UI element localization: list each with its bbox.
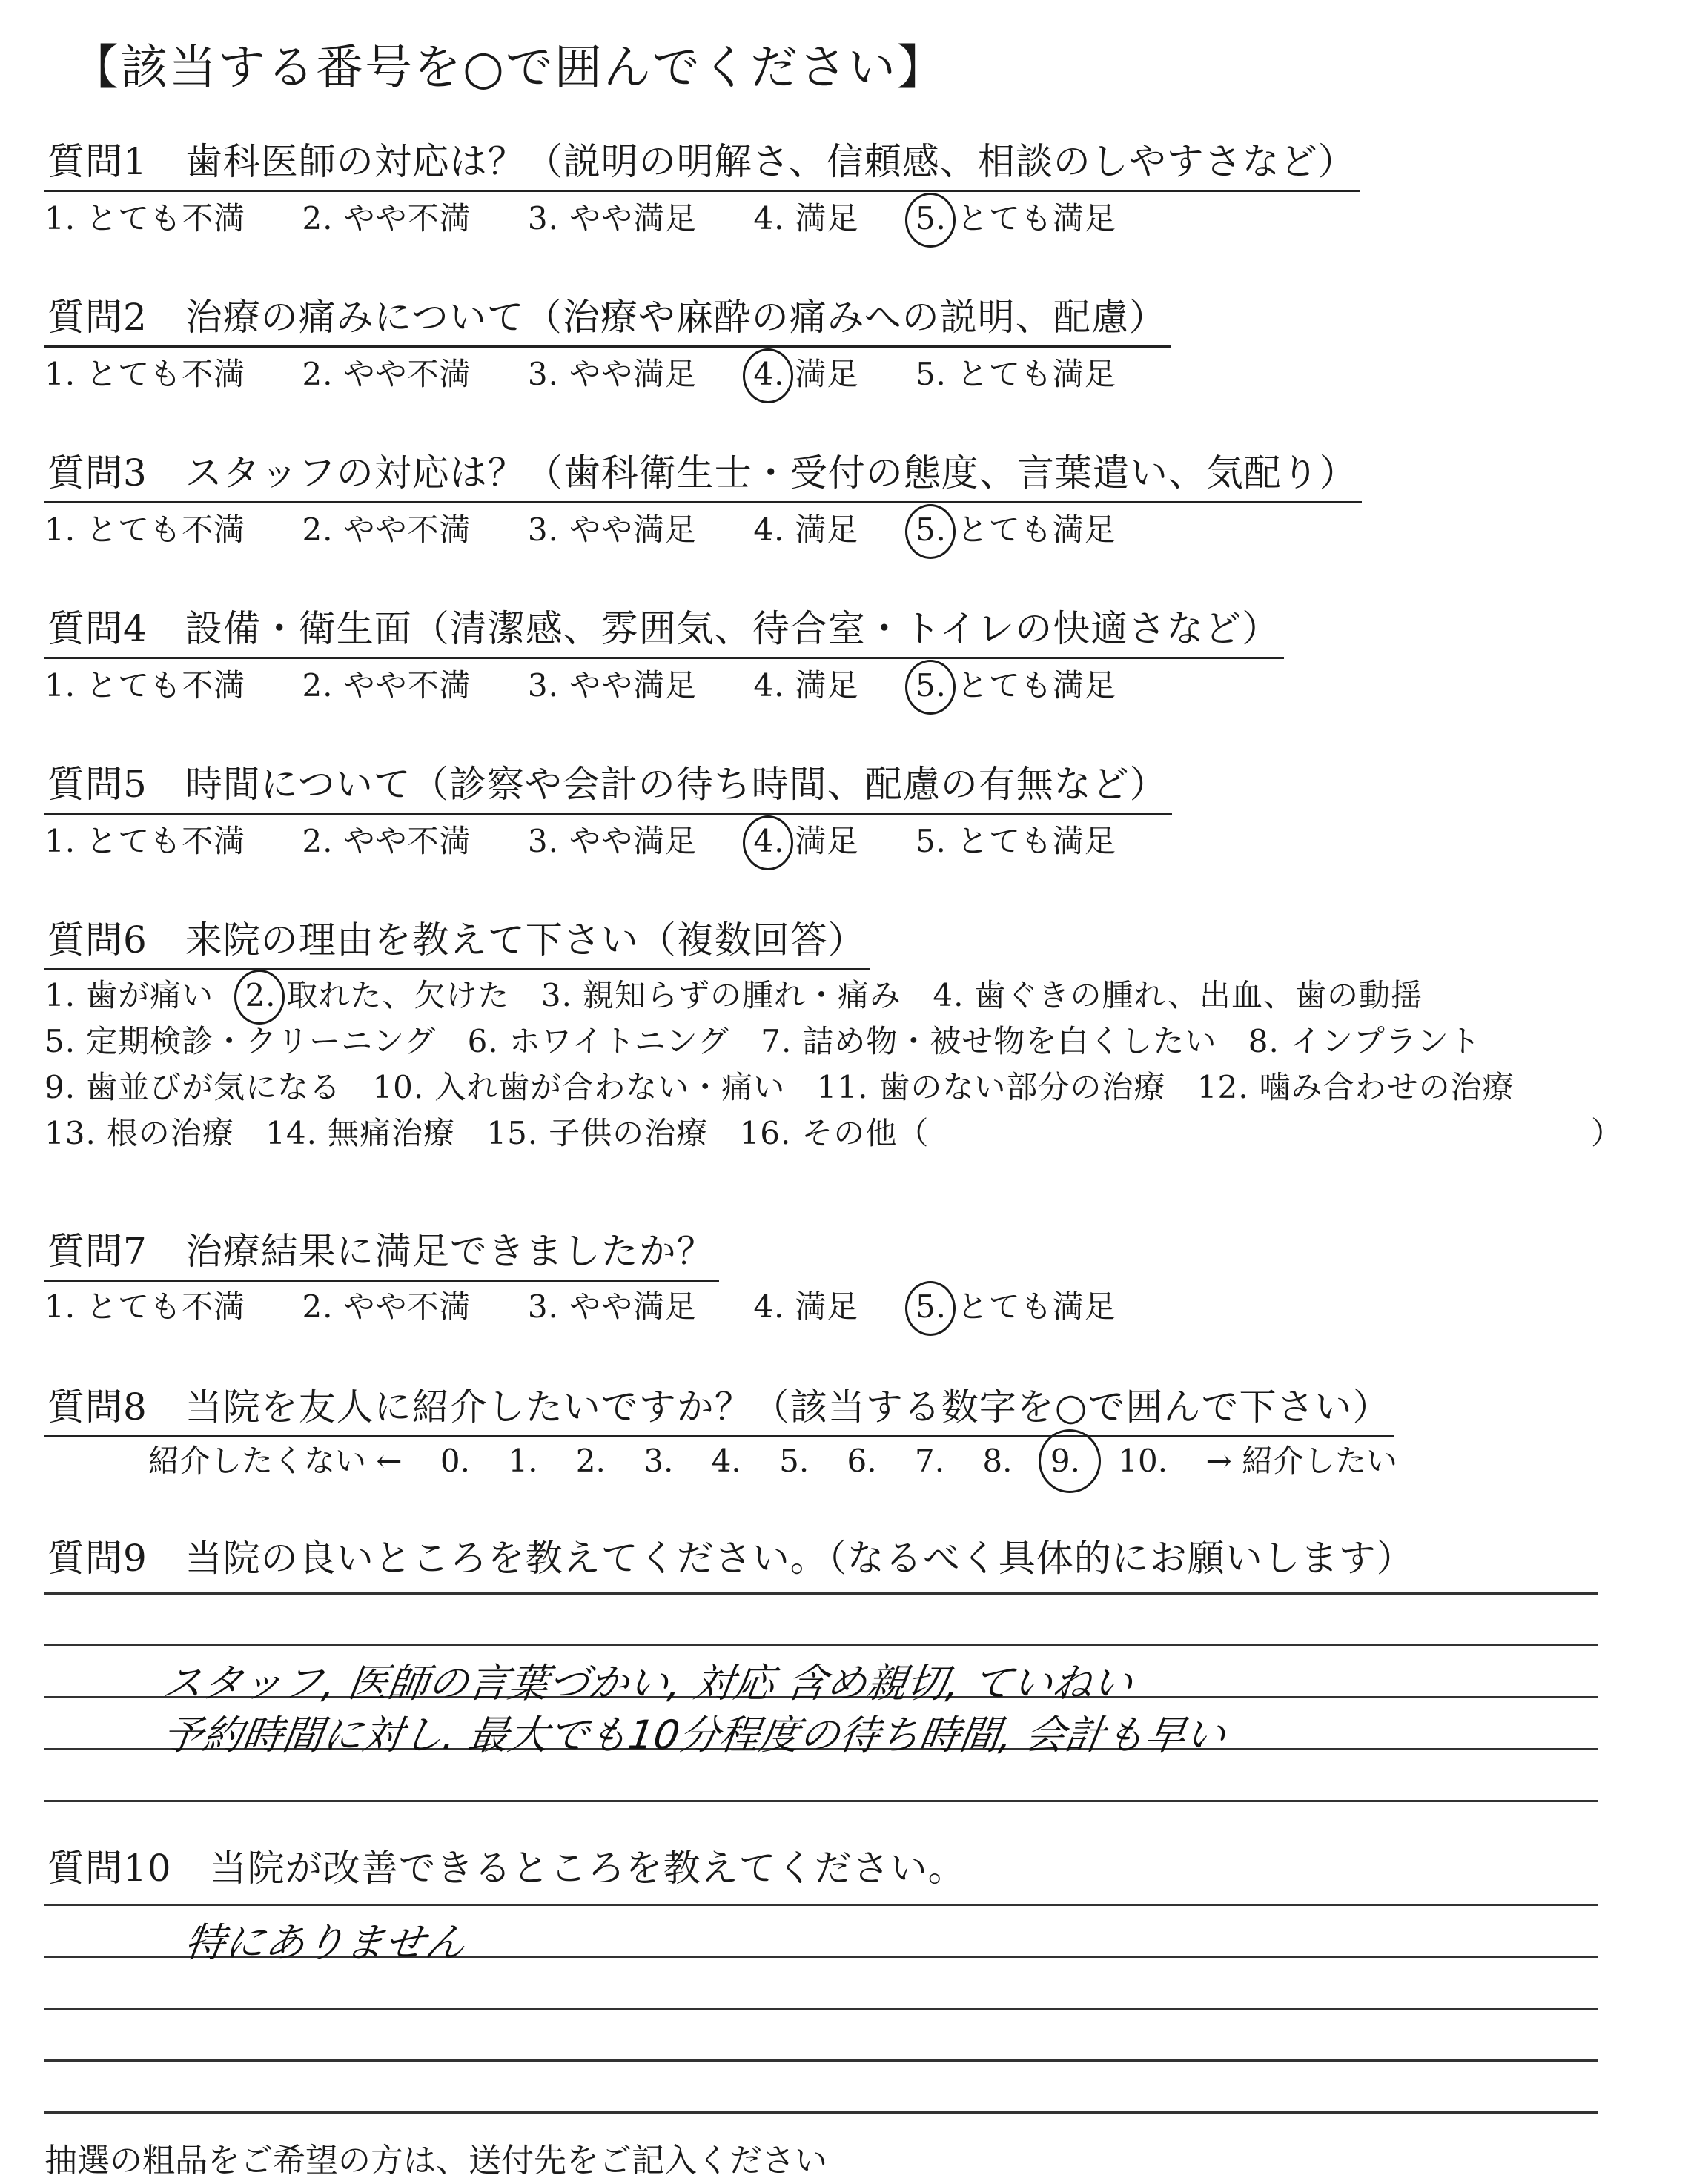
question-2	[44, 288, 1171, 348]
question-1-options	[44, 194, 1162, 239]
q6-option-2[interactable]: 2. 取れた、欠けた	[245, 977, 510, 1013]
q6-option-13[interactable]: 13. 根の治療	[44, 1115, 234, 1151]
q1-option-3[interactable]: 3. やや満足	[527, 200, 697, 236]
q2-option-1[interactable]: 1. とても不満	[44, 356, 246, 392]
q6-line-3	[44, 1063, 1515, 1108]
answer-line	[44, 1800, 1598, 1802]
answer-line	[44, 2059, 1598, 2062]
question-8-title: 質問8 当院を友人に紹介したいですか？（該当する数字を○で囲んで下さい）	[44, 1377, 1394, 1437]
q2-option-2[interactable]: 2. やや不満	[302, 356, 471, 392]
question-6-title: 質問6 来院の理由を教えて下さい（複数回答）	[44, 910, 870, 970]
q6-other-close-paren: ）	[1591, 1115, 1623, 1151]
q7-option-4[interactable]: 4. 満足	[753, 1288, 859, 1325]
q4-option-2[interactable]: 2. やや不満	[302, 667, 471, 704]
q7-option-5[interactable]: 5. とても満足	[915, 1288, 1116, 1325]
q6-option-15[interactable]: 15. 子供の治療	[486, 1115, 709, 1151]
q6-line-2	[44, 1017, 1481, 1062]
q1-option-4[interactable]: 4. 満足	[753, 200, 859, 236]
question-9	[44, 1529, 1419, 1586]
q6-option-16[interactable]: 16. その他（	[739, 1115, 930, 1151]
q6-option-7[interactable]: 7. 詰め物・被せ物を白くしたい	[761, 1023, 1217, 1059]
answer-line	[44, 1644, 1598, 1646]
scale-3[interactable]: 3.	[643, 1443, 674, 1479]
question-3-title: 質問3 スタッフの対応は？（歯科衛生士・受付の態度、言葉遣い、気配り）	[44, 443, 1362, 503]
question-3-options	[44, 506, 1162, 550]
q6-option-10[interactable]: 10. 入れ歯が合わない・痛い	[372, 1069, 786, 1105]
scale-5[interactable]: 5.	[779, 1443, 810, 1479]
question-7-title: 質問7 治療結果に満足できましたか？	[44, 1222, 719, 1282]
selected-circle: 5.	[915, 200, 947, 236]
q6-option-3[interactable]: 3. 親知らずの腫れ・痛み	[540, 977, 901, 1013]
scale-6[interactable]: 6.	[847, 1443, 877, 1479]
q6-option-8[interactable]: 8. インプラント	[1248, 1023, 1481, 1059]
selected-circle: 4.	[753, 823, 785, 859]
answer-line	[44, 1592, 1598, 1595]
scale-2[interactable]: 2.	[575, 1443, 606, 1479]
q5-option-5[interactable]: 5. とても満足	[915, 823, 1116, 859]
scale-7[interactable]: 7.	[914, 1443, 945, 1479]
q7-option-1[interactable]: 1. とても不満	[44, 1288, 246, 1325]
q9-handwritten-line-2: 予約時間に対し. 最大でも10分程度の待ち時間, 会計も早い	[159, 1712, 1229, 1758]
question-8	[44, 1377, 1394, 1437]
question-6	[44, 910, 870, 970]
q5-option-2[interactable]: 2. やや不満	[302, 823, 471, 859]
question-5	[44, 755, 1172, 815]
instruction-heading: 【該当する番号を○で囲んでください】	[71, 41, 946, 96]
q5-option-3[interactable]: 3. やや満足	[527, 823, 697, 859]
footer-cutoff-text: 抽選の粗品をご希望の方は、送付先をご記入ください	[44, 2142, 827, 2180]
answer-line	[44, 2111, 1598, 2114]
question-3	[44, 443, 1362, 503]
question-2-title: 質問2 治療の痛みについて（治療や麻酔の痛みへの説明、配慮）	[44, 288, 1171, 348]
q1-option-2[interactable]: 2. やや不満	[302, 200, 471, 236]
q3-option-2[interactable]: 2. やや不満	[302, 512, 471, 548]
question-4-title: 質問4 設備・衛生面（清潔感、雰囲気、待合室・トイレの快適さなど）	[44, 599, 1284, 659]
selected-circle: 5.	[915, 1288, 947, 1325]
q1-option-1[interactable]: 1. とても不満	[44, 200, 246, 236]
scale-left-label: 紹介したくない ←	[148, 1443, 403, 1479]
selected-circle: 5.	[915, 512, 947, 548]
q2-option-4[interactable]: 4. 満足	[753, 356, 859, 392]
answer-line	[44, 1904, 1598, 1906]
q3-option-1[interactable]: 1. とても不満	[44, 512, 246, 548]
q6-line-4	[44, 1109, 929, 1154]
q2-option-3[interactable]: 3. やや満足	[527, 356, 697, 392]
q10-handwritten-answer: 特にありません	[182, 1919, 469, 1966]
q5-option-1[interactable]: 1. とても不満	[44, 823, 246, 859]
question-1-title: 質問1 歯科医師の対応は？（説明の明解さ、信頼感、相談のしやすさなど）	[44, 132, 1360, 192]
q3-option-3[interactable]: 3. やや満足	[527, 512, 697, 548]
question-4	[44, 599, 1284, 659]
q6-option-12[interactable]: 12. 噛み合わせの治療	[1196, 1069, 1515, 1105]
q4-option-1[interactable]: 1. とても不満	[44, 667, 246, 704]
q3-option-4[interactable]: 4. 満足	[753, 512, 859, 548]
q6-option-5[interactable]: 5. 定期検診・クリーニング	[44, 1023, 437, 1059]
q6-option-1[interactable]: 1. 歯が痛い	[44, 977, 214, 1013]
question-9-title: 質問9 当院の良いところを教えてください。（なるべく具体的にお願いします）	[47, 1537, 1414, 1580]
answer-line	[44, 2008, 1598, 2010]
q6-option-9[interactable]: 9. 歯並びが気になる	[44, 1069, 342, 1105]
q6-line-1	[44, 971, 1423, 1016]
scale-1[interactable]: 1.	[508, 1443, 538, 1479]
recommend-scale	[148, 1437, 1426, 1481]
q4-option-4[interactable]: 4. 満足	[753, 667, 859, 704]
selected-circle: 5.	[915, 667, 947, 704]
q6-option-6[interactable]: 6. ホワイトニング	[467, 1023, 729, 1059]
q7-option-3[interactable]: 3. やや満足	[527, 1288, 697, 1325]
question-2-options	[44, 350, 1162, 394]
question-10	[44, 1839, 970, 1896]
q9-handwritten-line-1: スタッフ, 医師の言葉づかい, 対応 含め親切, ていねい	[159, 1660, 1136, 1707]
selected-circle: 2.	[245, 977, 277, 1013]
q4-option-5[interactable]: 5. とても満足	[915, 667, 1116, 704]
scale-9-selected[interactable]: 9.	[1050, 1443, 1080, 1479]
q7-option-2[interactable]: 2. やや不満	[302, 1288, 471, 1325]
question-10-title: 質問10 当院が改善できるところを教えてください。	[47, 1847, 966, 1890]
q3-option-5[interactable]: 5. とても満足	[915, 512, 1116, 548]
scale-8[interactable]: 8.	[982, 1443, 1013, 1479]
question-5-options	[44, 817, 1162, 861]
selected-circle: 4.	[753, 356, 785, 392]
question-7	[44, 1222, 719, 1282]
scale-0[interactable]: 0.	[440, 1443, 470, 1479]
q1-option-5[interactable]: 5. とても満足	[915, 200, 1116, 236]
scale-10[interactable]: 10.	[1118, 1443, 1168, 1479]
scale-right-label: → 紹介したい	[1205, 1443, 1397, 1479]
q6-option-4[interactable]: 4. 歯ぐきの腫れ、出血、歯の動揺	[933, 977, 1423, 1013]
q5-option-4[interactable]: 4. 満足	[753, 823, 859, 859]
scale-4[interactable]: 4.	[711, 1443, 741, 1479]
question-1	[44, 132, 1360, 192]
q2-option-5[interactable]: 5. とても満足	[915, 356, 1116, 392]
question-4-options	[44, 661, 1162, 706]
question-5-title: 質問5 時間について（診察や会計の待ち時間、配慮の有無など）	[44, 755, 1172, 815]
q4-option-3[interactable]: 3. やや満足	[527, 667, 697, 704]
q6-option-14[interactable]: 14. 無痛治療	[265, 1115, 455, 1151]
q6-option-11[interactable]: 11. 歯のない部分の治療	[816, 1069, 1166, 1105]
question-7-options	[44, 1283, 1162, 1327]
